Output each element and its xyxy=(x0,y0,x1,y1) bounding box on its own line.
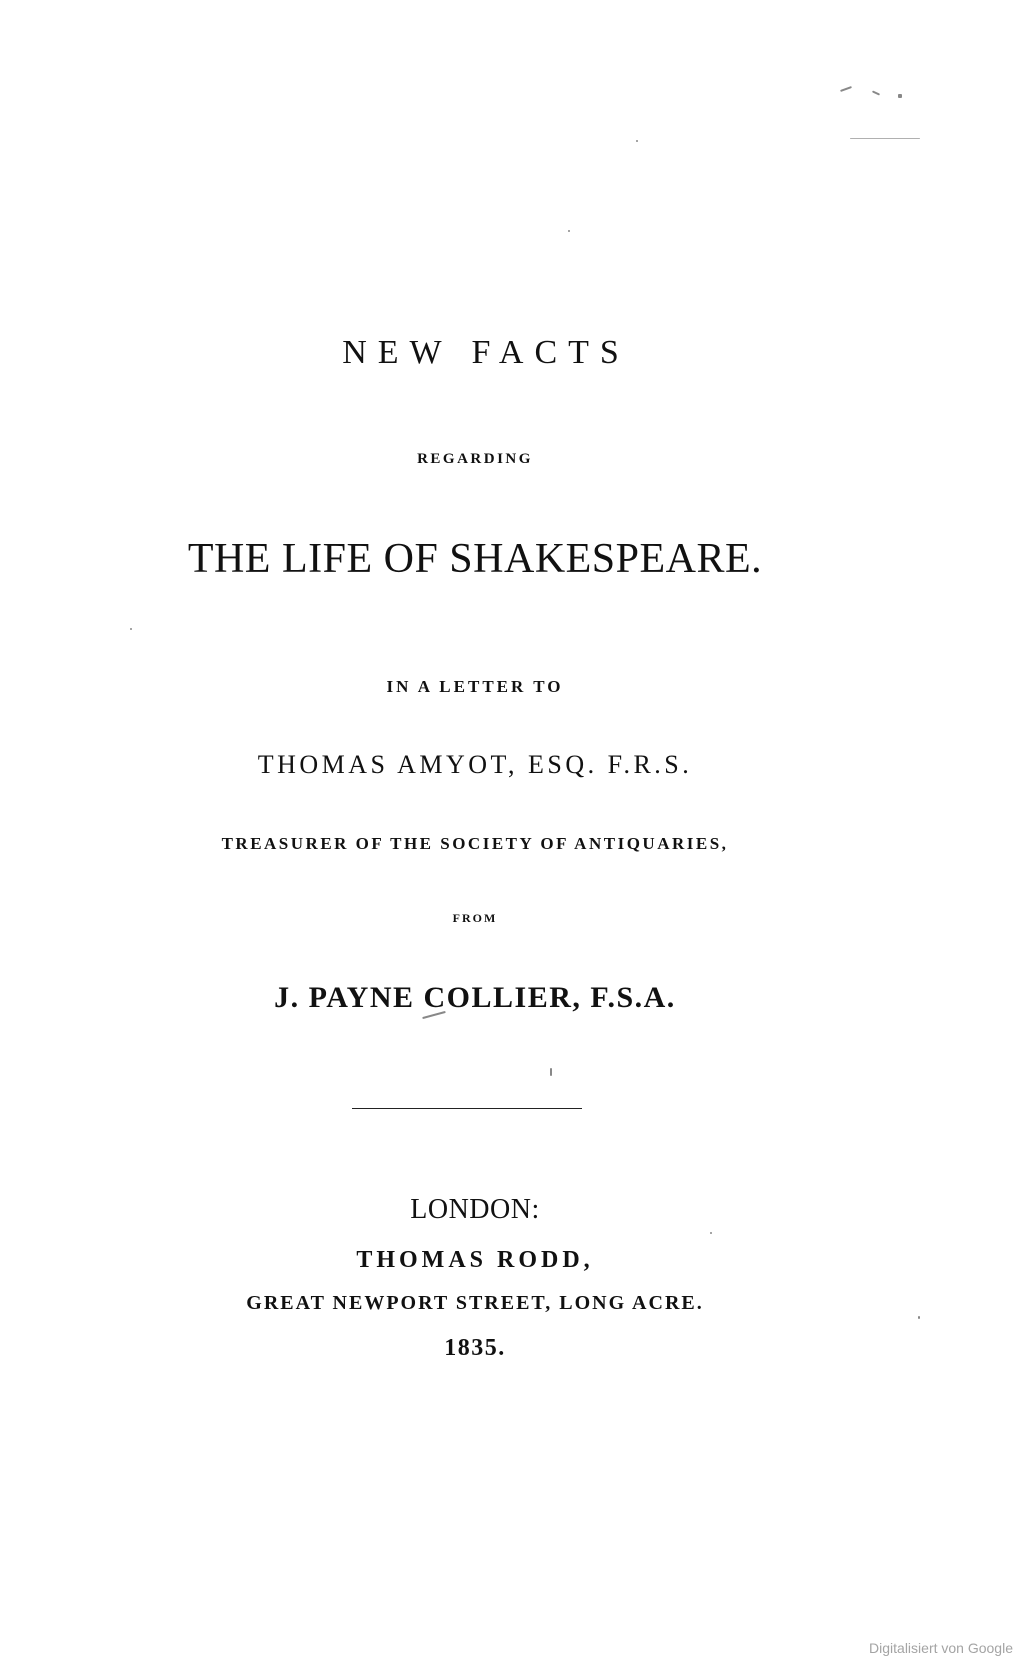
from-line: FROM xyxy=(452,911,498,925)
imprint-year: 1835. xyxy=(444,1335,506,1361)
recipient-title: TREASURER OF THE SOCIETY OF ANTIQUARIES, xyxy=(221,834,729,853)
scan-speck xyxy=(636,140,638,142)
letter-to-line: IN A LETTER TO xyxy=(386,677,564,696)
scan-speck xyxy=(850,138,920,139)
digitization-watermark: Digitalisiert von Google xyxy=(869,1640,1013,1656)
recipient-name: THOMAS AMYOT, ESQ. F.R.S. xyxy=(257,750,693,779)
scan-speck xyxy=(550,1068,552,1076)
imprint-city: LONDON: xyxy=(410,1194,540,1225)
book-title: NEW FACTS xyxy=(342,334,630,371)
scan-speck xyxy=(568,230,570,232)
author-name: J. PAYNE COLLIER, F.S.A. xyxy=(274,981,676,1014)
scan-speck xyxy=(130,628,132,630)
scan-speck xyxy=(898,94,902,98)
divider-rule xyxy=(352,1108,582,1109)
scan-speck xyxy=(918,1316,920,1319)
main-title: THE LIFE OF SHAKESPEARE. xyxy=(187,536,763,582)
subtitle-connector: REGARDING xyxy=(417,451,533,467)
scan-speck xyxy=(710,1232,712,1234)
scan-speck xyxy=(840,86,852,92)
scan-speck xyxy=(872,90,880,95)
imprint-publisher: THOMAS RODD, xyxy=(356,1247,594,1273)
imprint-address: GREAT NEWPORT STREET, LONG ACRE. xyxy=(246,1292,704,1314)
